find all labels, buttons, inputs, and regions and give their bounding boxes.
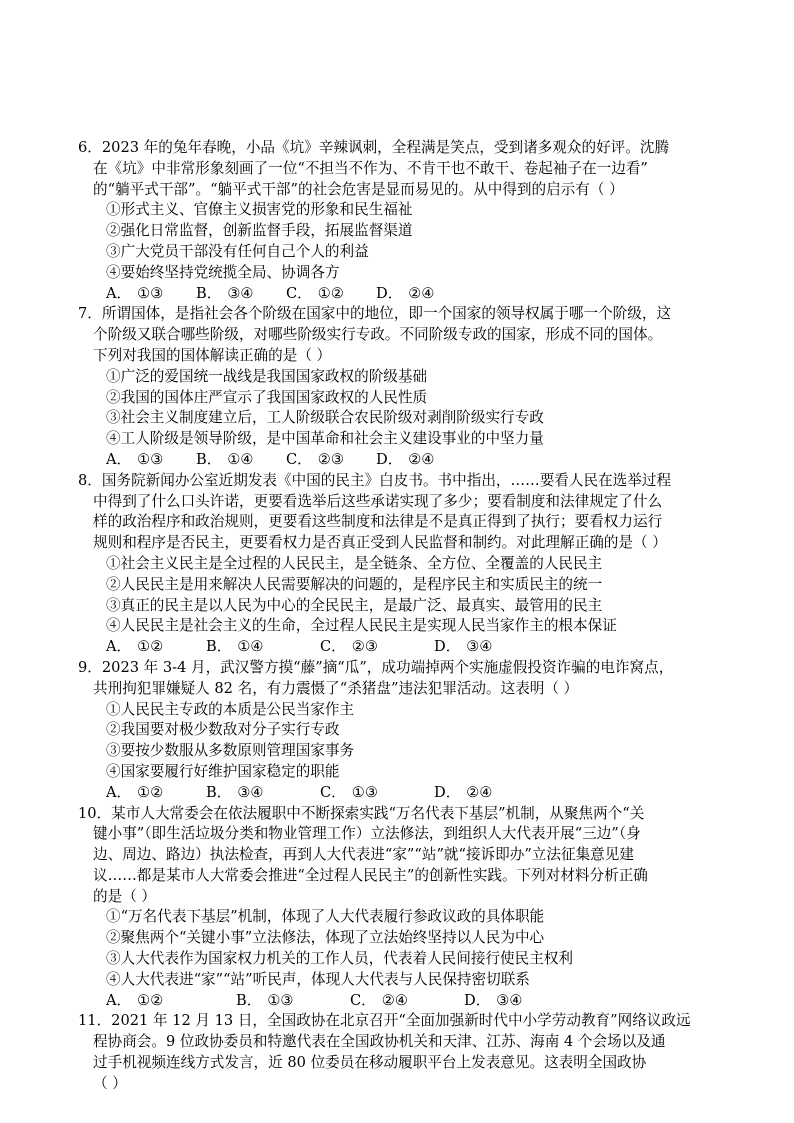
choice-label: B． — [206, 783, 232, 801]
answer-choices — [106, 991, 724, 1012]
question-statement: ①形式主义、官僚主义损害党的形象和民生福祉 — [106, 201, 413, 219]
question-stem-line: 个阶级又联合哪些阶级，对哪些阶级实行专政。不同阶级专政的国家，形成不同的国体。 — [93, 326, 663, 344]
question-stem-line: 8．国务院新闻办公室近期发表《中国的民主》白皮书。书中指出，……要看人民在选举过程 — [78, 471, 672, 489]
answer-choice[interactable] — [434, 637, 534, 658]
question-statement: ①广泛的爱国统一战线是我国国家政权的阶级基础 — [106, 367, 428, 385]
question-stem-line: 9．2023 年 3-4 月，武汉警方摸“藤”摘“瓜”，成功端掉两个实施虚假投资诈骗的电诈窝点， — [78, 658, 674, 676]
question-list — [78, 138, 724, 1095]
question-statement: ③人大代表作为国家权力机关的工作人员，代表着人民间接行使民主权利 — [106, 950, 574, 968]
choice-value: ③④ — [227, 284, 254, 302]
answer-choice[interactable] — [376, 450, 466, 471]
choice-value: ②③ — [351, 638, 378, 656]
question-stem-line: 的“躺平式干部”。“躺平式干部”的社会危害是显而易见的。从中得到的启示有（ ） — [93, 180, 624, 198]
answer-choice[interactable] — [196, 284, 286, 305]
choice-label: A． — [106, 638, 132, 656]
question-stem-line: 过手机视频连线方式发言，近 80 位委员在移动履职平台上发表意见。这表明全国政协 — [93, 1054, 647, 1072]
answer-choice[interactable] — [286, 284, 376, 305]
answer-choice[interactable] — [206, 783, 320, 804]
question-stem-line: 样的政治程序和政治规则，更要看这些制度和法律是不是真正得到了执行；要看权力运行 — [93, 513, 663, 531]
choice-label: C． — [286, 284, 312, 302]
choice-label: B． — [206, 638, 232, 656]
choice-label: A． — [106, 783, 132, 801]
question-statement: ④人民民主是社会主义的生命，全过程人民民主是实现人民当家作主的根本保证 — [106, 617, 617, 635]
question-stem-line: 10．某市人大常委会在依法履职中不断探索实践“万名代表下基层”机制，从聚焦两个“关 — [78, 804, 645, 822]
choice-value: ①② — [137, 783, 164, 801]
question-statement: ②强化日常监督，创新监督手段，拓展监督渠道 — [106, 222, 413, 240]
question-9 — [78, 658, 724, 804]
answer-choice[interactable] — [106, 991, 236, 1012]
question-stem-line: 6．2023 年的兔年春晚，小品《坑》辛辣讽刺，全程满是笑点，受到诸多观众的好评。沈腾 — [78, 139, 670, 156]
answer-choices — [106, 637, 724, 658]
choice-label: A． — [106, 991, 132, 1009]
choice-value: ①④ — [237, 638, 264, 656]
question-stem-line: 边、周边、路边）执法检查，再到人大代表进“家”“站”就“接诉即办”立法征集意见建 — [93, 846, 634, 864]
question-statement: ③要按少数服从多数原则管理国家事务 — [106, 742, 355, 760]
choice-value: ②③ — [317, 450, 344, 468]
question-stem-line: 下列对我国的国体解读正确的是（ ） — [93, 346, 332, 364]
choice-label: C． — [350, 991, 376, 1009]
question-statement: ④工人阶级是领导阶级，是中国革命和社会主义建设事业的中坚力量 — [106, 430, 544, 448]
answer-choice[interactable] — [196, 450, 286, 471]
answer-choice[interactable] — [106, 637, 206, 658]
question-stem-line: 程协商会。9 位政协委员和特邀代表在全国政协机关和天津、江苏、海南 4 个会场以及通 — [93, 1033, 666, 1051]
question-statement: ③真正的民主是以人民为中心的全民民主，是最广泛、最真实、最管用的民主 — [106, 596, 603, 614]
choice-value: ③④ — [496, 991, 523, 1009]
answer-choice[interactable] — [286, 450, 376, 471]
answer-choices — [106, 284, 724, 305]
question-6 — [78, 138, 724, 304]
choice-label: D． — [376, 450, 403, 468]
question-statement: ③社会主义制度建立后，工人阶级联合农民阶级对剥削阶级实行专政 — [106, 409, 544, 427]
question-stem-line: 7．所谓国体，是指社会各个阶级在国家中的地位，即一个国家的领导权属于哪一个阶级，这 — [78, 305, 672, 323]
choice-value: ①② — [137, 638, 164, 656]
choice-label: D． — [376, 284, 403, 302]
choice-label: A． — [106, 284, 132, 302]
choice-value: ①③ — [351, 783, 378, 801]
question-stem-line: 规则和程序是否民主，更要看权力是否真正受到人民监督和制约。对此理解正确的是（ ） — [93, 534, 667, 552]
question-statement: ④国家要履行好维护国家稳定的职能 — [106, 762, 340, 780]
choice-label: C． — [320, 638, 346, 656]
choice-value: ②④ — [466, 783, 493, 801]
choice-label: B． — [196, 284, 222, 302]
question-statement: ①人民民主专政的本质是公民当家作主 — [106, 700, 355, 718]
answer-choice[interactable] — [320, 783, 434, 804]
question-statement: ②聚焦两个“关键小事”立法修法，体现了立法始终坚持以人民为中心 — [106, 929, 545, 947]
choice-value: ②④ — [408, 450, 435, 468]
choice-label: D． — [464, 991, 491, 1009]
question-statement: ④要始终坚持党统揽全局、协调各方 — [106, 263, 340, 281]
answer-choice[interactable] — [376, 284, 466, 305]
choice-value: ①③ — [137, 450, 164, 468]
choice-value: ①② — [137, 991, 164, 1009]
answer-choice[interactable] — [320, 637, 434, 658]
choice-value: ①④ — [227, 450, 254, 468]
question-stem-line: （ ） — [93, 1074, 127, 1092]
question-stem-line: 在《坑》中非常形象刻画了一位“不担当不作为、不肯干也不敢干、卷起袖子在一边看” — [93, 159, 648, 177]
choice-label: B． — [196, 450, 222, 468]
question-8 — [78, 471, 724, 658]
question-stem-line: 共刑拘犯罪嫌疑人 82 名，有力震慑了“杀猪盘”违法犯罪活动。这表明（ ） — [93, 679, 579, 697]
question-stem-line: 11．2021 年 12 月 13 日，全国政协在北京召开“全面加强新时代中小学劳动教育”网络议政远 — [78, 1012, 691, 1030]
question-statement: ④人大代表进“家”“站”听民声，体现人大代表与人民保持密切联系 — [106, 970, 530, 988]
question-statement: ①社会主义民主是全过程的人民民主，是全链条、全方位、全覆盖的人民民主 — [106, 554, 603, 572]
answer-choices — [106, 783, 724, 804]
question-stem-line: 键小事”（即生活垃圾分类和物业管理工作）立法修法，到组织人大代表开展“三边”（身 — [93, 825, 641, 843]
choice-label: D． — [434, 638, 461, 656]
choice-value: ①② — [317, 284, 344, 302]
choice-label: C． — [286, 450, 312, 468]
question-statement: ②人民民主是用来解决人民需要解决的问题的，是程序民主和实质民主的统一 — [106, 575, 603, 593]
choice-value: ①③ — [137, 284, 164, 302]
choice-label: B． — [236, 991, 262, 1009]
choice-label: C． — [320, 783, 346, 801]
question-stem-line: 的是（ ） — [93, 887, 157, 905]
answer-choice[interactable] — [106, 450, 196, 471]
question-stem-line: 议……都是某市人大常委会推进“全过程人民民主”的创新性实践。下列对材料分析正确 — [93, 866, 648, 884]
choice-value: ①③ — [267, 991, 294, 1009]
answer-choice[interactable] — [106, 284, 196, 305]
question-statement: ②我国要对极少数敌对分子实行专政 — [106, 721, 340, 739]
choice-label: A． — [106, 450, 132, 468]
answer-choice[interactable] — [106, 783, 206, 804]
question-statement: ①“万名代表下基层”机制，体现了人大代表履行参政议政的具体职能 — [106, 908, 545, 926]
choice-value: ②④ — [408, 284, 435, 302]
answer-choice[interactable] — [434, 783, 534, 804]
question-statement: ②我国的国体庄严宣示了我国国家政权的人民性质 — [106, 388, 428, 406]
question-stem-line: 中得到了什么口头许诺，更要看选举后这些承诺实现了多少；要看制度和法律规定了什么 — [93, 492, 663, 510]
choice-label: D． — [434, 783, 461, 801]
question-10 — [78, 804, 724, 1012]
answer-choice[interactable] — [350, 991, 464, 1012]
question-7 — [78, 304, 724, 470]
choice-value: ③④ — [237, 783, 264, 801]
choice-value: ②④ — [381, 991, 408, 1009]
question-11 — [78, 1011, 724, 1094]
answer-choices — [106, 450, 724, 471]
question-statement: ③广大党员干部没有任何自己个人的利益 — [106, 242, 369, 260]
answer-choice[interactable] — [236, 991, 350, 1012]
answer-choice[interactable] — [464, 991, 564, 1012]
answer-choice[interactable] — [206, 637, 320, 658]
choice-value: ③④ — [466, 638, 493, 656]
